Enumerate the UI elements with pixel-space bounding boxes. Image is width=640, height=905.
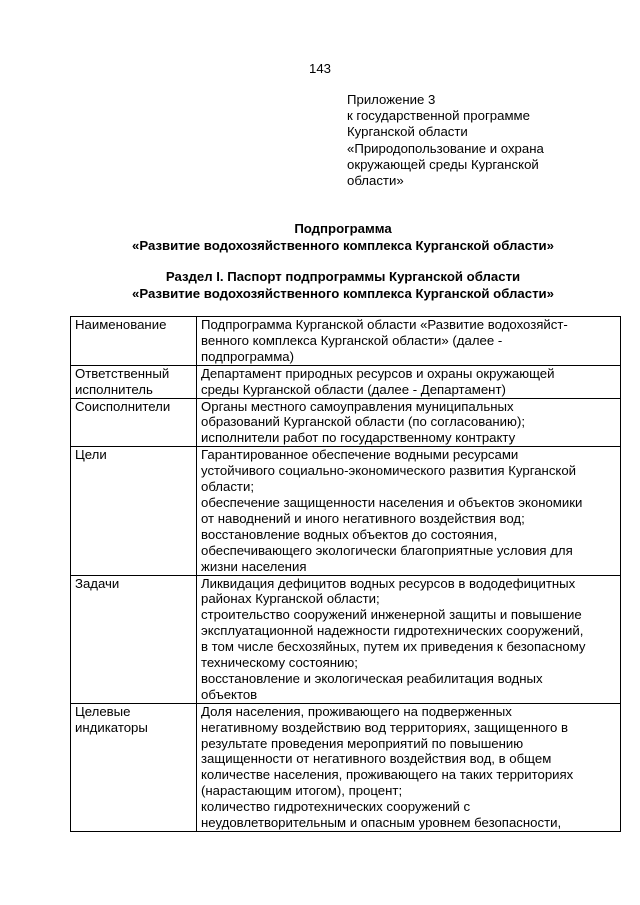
table-row — [71, 703, 621, 831]
row-value-line: восстановление водных объектов до состояния, — [201, 526, 498, 542]
row-value-line: среды Курганской области (далее - Департамент) — [201, 381, 506, 397]
row-label-line: Наименование — [75, 317, 167, 332]
row-value-line: обеспечение защищенности населения и объектов экономики — [201, 494, 583, 510]
page-number: 143 — [308, 61, 331, 76]
row-value-line: результате проведения мероприятий по повышению — [201, 735, 524, 751]
table-row — [71, 398, 621, 447]
row-value-line: Ликвидация дефицитов водных ресурсов в вододефицитных — [201, 575, 576, 591]
appendix-note — [347, 92, 607, 189]
row-value-line: (нарастающим итогом), процент; — [201, 783, 403, 799]
row-label-cell — [71, 365, 197, 398]
table-row — [71, 447, 621, 575]
row-value-line: венного комплекса Курганской области» (далее - — [201, 332, 503, 348]
row-label-cell — [71, 575, 197, 703]
row-value-line: Подпрограмма Курганской области «Развитие водохозяйст- — [201, 317, 568, 332]
row-label-cell — [71, 398, 197, 447]
row-value-line: строительство сооружений инженерной защиты и повышение — [201, 607, 582, 623]
row-value-line: неудовлетворительным и опасным уровнем безопасности, — [201, 815, 562, 831]
row-value-line: жизни населения — [201, 558, 307, 574]
appendix-line: Приложение 3 — [347, 92, 436, 107]
appendix-line: области» — [347, 173, 404, 189]
row-value-line: от наводнений и иного негативного воздействия вод; — [201, 510, 525, 526]
row-label-cell — [71, 703, 197, 831]
row-value-cell — [197, 447, 621, 575]
passport-table — [70, 316, 621, 832]
section-heading — [0, 268, 640, 302]
row-label-line: Ответственный — [75, 365, 170, 381]
section-title: «Развитие водохозяйственного комплекса Курганской области» — [132, 286, 554, 301]
row-value-line: защищенности от негативного воздействия вод, в общем — [201, 751, 552, 767]
row-value-cell — [197, 703, 621, 831]
row-value-line: области; — [201, 479, 254, 495]
row-label-line: индикаторы — [75, 719, 148, 735]
subprogram-title: «Развитие водохозяйственного комплекса Курганской области» — [132, 238, 554, 253]
subprogram-heading — [0, 220, 640, 254]
row-label-line: Целевые — [75, 703, 131, 719]
row-value-line: исполнители работ по государственному контракту — [201, 430, 516, 446]
table-row — [71, 575, 621, 703]
row-value-line: количество гидротехнических сооружений с — [201, 799, 471, 815]
row-label-cell — [71, 447, 197, 575]
appendix-line: «Природопользование и охрана — [347, 140, 544, 156]
row-label-line: Соисполнители — [75, 398, 171, 414]
row-value-cell — [197, 365, 621, 398]
appendix-line: окружающей среды Курганской — [347, 156, 539, 172]
appendix-line: Курганской области — [347, 124, 468, 140]
row-value-line: устойчивого социально-экономического развития Курганской — [201, 463, 577, 479]
row-value-line: Доля населения, проживающего на подверженных — [201, 703, 512, 719]
row-value-line: количестве населения, проживающего на таких территориях — [201, 767, 574, 783]
row-label-line: Задачи — [75, 575, 120, 591]
row-value-line: в том числе бесхозяйных, путем их приведения к безопасному — [201, 639, 586, 655]
row-value-cell — [197, 398, 621, 447]
row-value-line: образований Курганской области (по согласованию); — [201, 414, 525, 430]
row-value-line: техническому состоянию; — [201, 655, 358, 671]
row-value-line: районах Курганской области; — [201, 591, 380, 607]
row-value-line: объектов — [201, 686, 258, 702]
row-value-line: Органы местного самоуправления муниципальных — [201, 398, 514, 414]
row-value-line: обеспечивающего экологически благоприятные условия для — [201, 542, 573, 558]
row-value-line: подпрограмма) — [201, 348, 295, 364]
row-value-line: восстановление и экологическая реабилитация водных — [201, 670, 543, 686]
row-label-cell — [71, 317, 197, 366]
row-label-line: исполнитель — [75, 381, 153, 397]
row-value-line: негативному воздействию вод территориях, защищенного в — [201, 719, 569, 735]
section-label: Раздел I. Паспорт подпрограммы Курганской области — [165, 269, 521, 284]
appendix-line: к государственной программе — [347, 108, 530, 124]
row-value-line: Гарантированное обеспечение водными ресурсами — [201, 447, 519, 463]
row-value-line: эксплуатационной надежности гидротехнических сооружений, — [201, 623, 584, 639]
table-row — [71, 365, 621, 398]
table-row — [71, 317, 621, 366]
row-value-line: Департамент природных ресурсов и охраны окружающей — [201, 365, 555, 381]
row-label-line: Цели — [75, 447, 107, 463]
row-value-cell — [197, 575, 621, 703]
row-value-cell — [197, 317, 621, 366]
subprogram-label: Подпрограмма — [294, 221, 392, 236]
